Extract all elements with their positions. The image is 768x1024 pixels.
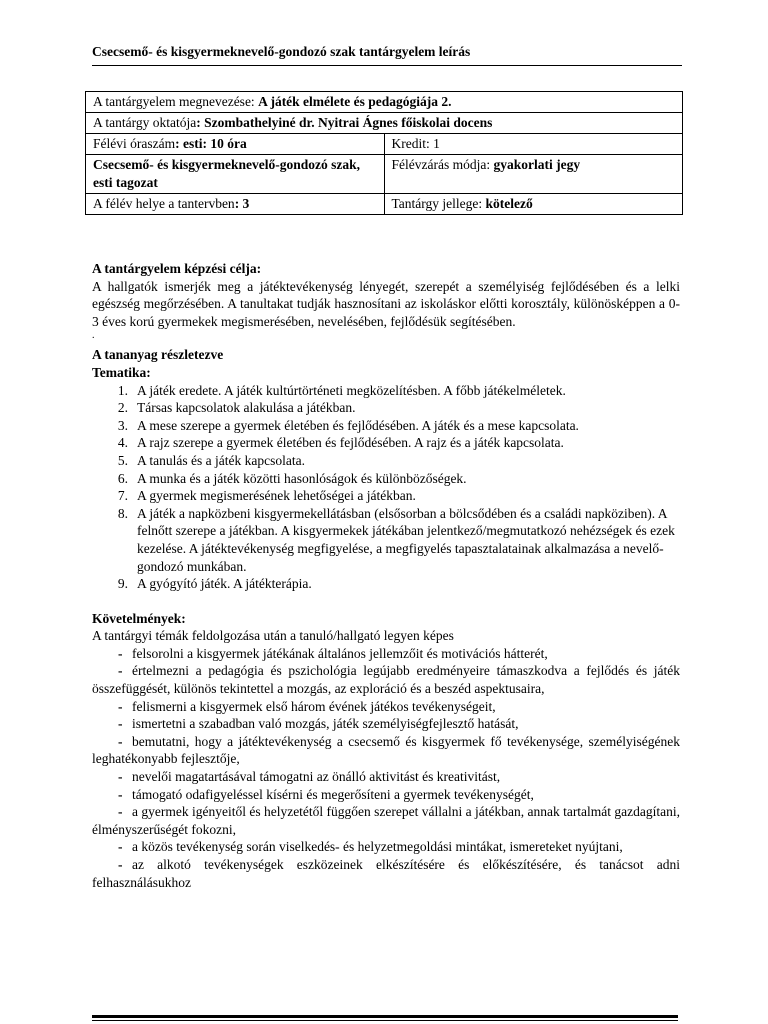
item-text: felismerni a kisgyermek első három évének játékos tevékenységeit, xyxy=(132,698,496,714)
bullet: - xyxy=(118,733,123,749)
bullet: - xyxy=(118,769,123,785)
item-number: 5. xyxy=(117,452,128,468)
semester-cell xyxy=(86,194,385,215)
list-item xyxy=(92,838,680,856)
hours-label: Félévi óraszám xyxy=(93,136,176,151)
semester-value: : 3 xyxy=(234,196,250,211)
bullet: - xyxy=(118,716,123,732)
list-item xyxy=(92,768,680,786)
bullet: - xyxy=(118,839,123,855)
list-item xyxy=(92,803,680,838)
table-row xyxy=(86,155,683,194)
list-item xyxy=(92,786,680,804)
list-item xyxy=(92,417,680,435)
table-row xyxy=(86,134,683,155)
course-info-table xyxy=(85,91,683,215)
item-text: értelmezni a pedagógia és pszichológia legújabb eredményeire támaszkodva a fejlődés és játék összefüggését, különös tekintettel a mozgás, az exploráció és a beszéd aspektusaira, xyxy=(92,663,680,697)
item-text: a közös tevékenység során viselkedés- és helyzetmegoldási mintákat, ismereteket nyújtani, xyxy=(132,839,623,855)
table-row xyxy=(86,92,683,113)
list-item xyxy=(92,470,680,488)
list-item xyxy=(92,645,680,663)
item-text: A gyógyító játék. A játékterápia. xyxy=(137,576,312,592)
item-number: 9. xyxy=(117,576,128,592)
bullet: - xyxy=(118,663,123,679)
item-text: az alkotó tevékenységek eszközeinek elkészítésére és előkészítésére, és tanácsot adni felhasználásukhoz xyxy=(92,857,680,890)
type-label: Tantárgy jellege: xyxy=(391,196,483,211)
list-item xyxy=(92,487,680,505)
page-header: Csecsemő- és kisgyermeknevelő-gondozó szak tantárgyelem leírás xyxy=(92,44,682,66)
item-number: 7. xyxy=(117,488,128,504)
item-number: 6. xyxy=(117,470,128,486)
item-number: 2. xyxy=(117,400,128,416)
hours-cell xyxy=(86,134,385,155)
list-item xyxy=(92,399,680,417)
bullet: - xyxy=(118,786,123,802)
exam-cell xyxy=(384,155,683,194)
teacher-value: : Szombathelyiné dr. Nyitrai Ágnes főiskolai docens xyxy=(196,115,493,130)
type-cell xyxy=(384,194,683,215)
item-text: A gyermek megismerésének lehetőségei a játékban. xyxy=(137,488,416,504)
item-number: 3. xyxy=(117,417,128,433)
item-text: A játék a napközbeni kisgyermekellátásban (elsősorban a bölcsődében és a családi napköziben). A felnőtt szerepe a játékban. A kisgyermekek játékában jelentkező/megmutatkozó nehézségek és ezek kezelése. A játéktevékenység megfigyelése, a megfigyelés tapasztalatainak alkalmazása a nevelő-gondozó munkában. xyxy=(137,505,675,574)
item-number: 8. xyxy=(117,505,128,521)
program-cell xyxy=(86,155,385,194)
list-item xyxy=(92,698,680,716)
requirements-heading: Követelmények: xyxy=(92,610,186,626)
bullet: - xyxy=(118,857,123,872)
list-item xyxy=(92,382,680,400)
exam-label: Félévzárás módja: xyxy=(391,157,491,172)
table-row xyxy=(86,113,683,134)
bullet: - xyxy=(118,698,123,714)
teacher-label: A tantárgy oktatója xyxy=(93,115,197,130)
list-item xyxy=(92,575,680,593)
item-text: ismertetni a szabadban való mozgás, játék személyiségfejlesztő hatását, xyxy=(132,716,519,732)
list-item xyxy=(92,662,680,697)
requirements-list xyxy=(92,645,680,891)
item-number: 1. xyxy=(117,382,128,398)
curriculum-heading: A tananyag részletezve xyxy=(92,347,224,363)
program-value: Csecsemő- és kisgyermeknevelő-gondozó szak, esti tagozat xyxy=(93,157,360,190)
document-body xyxy=(92,260,680,891)
item-text: A tanulás és a játék kapcsolata. xyxy=(137,452,305,468)
list-item xyxy=(92,505,680,575)
requirements-intro: A tantárgyi témák feldolgozása után a tanuló/hallgató legyen képes xyxy=(92,628,454,644)
list-item xyxy=(92,733,680,768)
item-text: felsorolni a kisgyermek játékának általános jellemzőit és motivációs hátterét, xyxy=(132,645,548,661)
curriculum-subheading: Tematika: xyxy=(92,364,151,380)
footer-rule-thick xyxy=(92,1015,678,1018)
credit-cell: Kredit: 1 xyxy=(384,134,683,155)
item-text: A játék eredete. A játék kultúrtörténeti megközelítésben. A főbb játékelméletek. xyxy=(137,382,566,398)
item-text: A munka és a játék közötti hasonlóságok és különbözőségek. xyxy=(137,470,467,486)
curriculum-list xyxy=(92,382,680,593)
item-text: nevelői magatartásával támogatni az önálló aktivitást és kreativitást, xyxy=(132,769,501,785)
separator-dot: . xyxy=(92,330,95,342)
item-text: bemutatni, hogy a játéktevékenység a csecsemő és kisgyermek fő tevékenysége, személyiségének leghatékonyabb fejlesztője, xyxy=(92,733,680,767)
list-item xyxy=(92,715,680,733)
list-item xyxy=(92,434,680,452)
goal-heading: A tantárgyelem képzési célja: xyxy=(92,261,262,276)
type-value: kötelező xyxy=(485,196,533,211)
item-text: támogató odafigyeléssel kísérni és megerősíteni a gyermek tevékenységét, xyxy=(132,786,534,802)
teacher-cell xyxy=(86,113,683,134)
item-text: A rajz szerepe a gyermek életében és fejlődésében. A rajz és a játék kapcsolata. xyxy=(137,435,564,451)
footer-rule xyxy=(92,1015,678,1021)
footer-rule-thin xyxy=(92,1020,678,1021)
list-item xyxy=(92,856,680,891)
list-item xyxy=(92,452,680,470)
item-text: a gyermek igényeitől és helyzetétől függően szerepet vállalni a játékban, annak tartalmát gazdagítani, élményszerűségét fokozni, xyxy=(92,804,681,837)
item-text: A mese szerepe a gyermek életében és fejlődésében. A játék és a mese kapcsolata. xyxy=(137,417,579,433)
course-name-label: A tantárgyelem megnevezése: xyxy=(93,94,255,109)
course-name-cell xyxy=(86,92,683,113)
goal-text: A hallgatók ismerjék meg a játéktevékenység lényegét, szerepét a személyiség fejlődésében és a lelki egészség megőrzésében. A tanultakat tudják hasznosítani az iskoláskor előtti korosztály, különösképpen a 0-3 éves korú gyermekek megismerésében, nevelésében, fejlődésük segítésében. xyxy=(92,278,680,329)
hours-value: : esti: 10 óra xyxy=(175,136,247,151)
item-number: 4. xyxy=(117,435,128,451)
item-text: Társas kapcsolatok alakulása a játékban. xyxy=(137,400,356,416)
bullet: - xyxy=(118,804,123,820)
semester-label: A félév helye a tantervben xyxy=(93,196,235,211)
course-name-value: A játék elmélete és pedagógiája 2. xyxy=(258,94,452,109)
exam-value: gyakorlati jegy xyxy=(493,157,581,172)
table-row xyxy=(86,194,683,215)
bullet: - xyxy=(118,645,123,661)
